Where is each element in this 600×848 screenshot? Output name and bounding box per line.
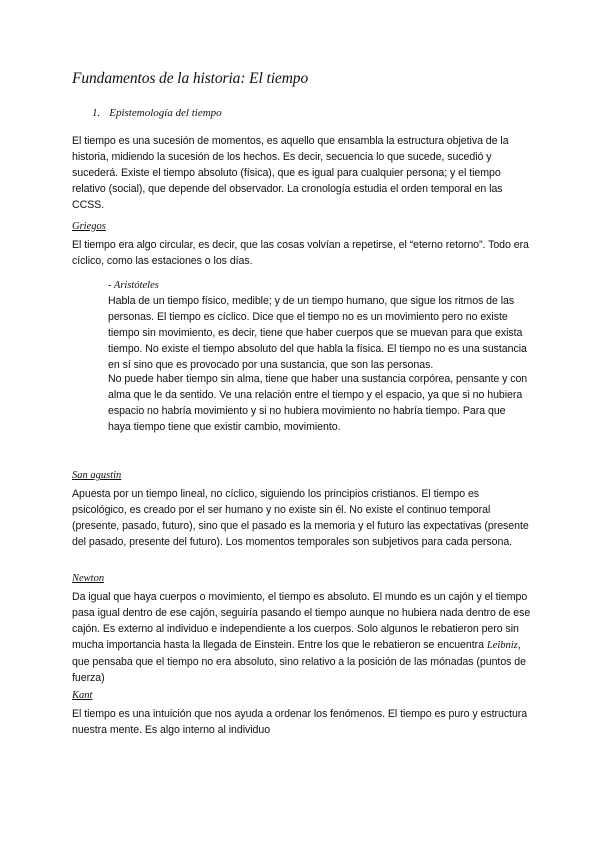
- paragraph-newton: [72, 589, 532, 686]
- heading-kant: Kant: [72, 690, 93, 701]
- newton-text-before: Da igual que haya cuerpos o movimiento, el tiempo es absoluto. El mundo es un cajón y el tiempo pasa igual dentro de ese cajón, seguiría pasando el tiempo aunque no hubiera nada dentro de ese cajón. Es externo al individuo e independiente a los cuerpos. Solo algunos le rebatieron pero sin mucha importancia hasta la llegada de Einstein. Entre los que le rebatieron se encuentra: [72, 591, 531, 651]
- heading-newton: Newton: [72, 573, 105, 584]
- paragraph-san-agustin: Apuesta por un tiempo lineal, no cíclico, siguiendo los principios cristianos. El tiempo es psicológico, es creado por el ser humano y no existe sin él. No existe el continuo temporal (presente, pasado, futuro), sino que el pasado es la memoria y el futuro las expectativas (presente del pasado, presente del futuro). Los momentos temporales son subjetivos para cada persona.: [72, 488, 529, 548]
- intro-paragraph: El tiempo es una sucesión de momentos, es aquello que ensambla la estructura objetiva de la historia, midiendo la sucesión de los hechos. Es decir, secuencia lo que sucede, sucedió y sucederá. Existe el tiempo absoluto (física), que es igual para cualquier persona; y el tiempo relativo (social), que depende del observador. La cronología estudia el orden temporal en las CCSS.: [72, 135, 509, 211]
- page-title: Fundamentos de la historia: El tiempo: [72, 70, 309, 87]
- heading-san-agustin: San agustin: [72, 470, 122, 481]
- paragraph-aristoteles-2: No puede haber tiempo sin alma, tiene que haber una sustancia corpórea, pensante y con alma que le da sentido. Ve una relación entre el tiempo y el espacio, ya que si no hubiera espacio no habría movimiento y si no hubiera movimiento no habría tiempo. Para que haya tiempo tiene que existir cambio, movimiento.: [108, 373, 528, 433]
- paragraph-kant: El tiempo es una intuición que nos ayuda a ordenar los fenómenos. El tiempo es puro y estructura nuestra mente. Es algo interno al individuo: [72, 708, 528, 736]
- section-label: Epistemología del tiempo: [109, 107, 222, 119]
- paragraph-aristoteles-1: Habla de un tiempo físico, medible; y de un tiempo humano, que sigue los ritmos de las personas. El tiempo es cíclico. Dice que el tiempo no es un movimiento pero no existe tiempo sin movimiento, es decir, tiene que haber cuerpos que se muevan para que exista tiempo. No existe el tiempo absoluto del que habla la física. El tiempo no es una sustancia en sí sino que es provocado por una sustancia, que son las personas.: [108, 295, 527, 371]
- section-heading: [92, 107, 222, 119]
- paragraph-griegos: El tiempo era algo circular, es decir, que las cosas volvían a repetirse, el “eterno retorno”. Todo era cíclico, como las estaciones o los días.: [72, 239, 529, 267]
- leibniz-name: Leibniz: [486, 640, 518, 651]
- section-number: 1.: [92, 107, 101, 119]
- newton-text-after: , que pensaba que el tiempo no era absoluto, sino relativo a la posición de las mónadas (puntos de fuerza): [72, 639, 526, 684]
- heading-griegos: Griegos: [72, 221, 106, 232]
- heading-aristoteles: - Aristóteles: [108, 280, 159, 291]
